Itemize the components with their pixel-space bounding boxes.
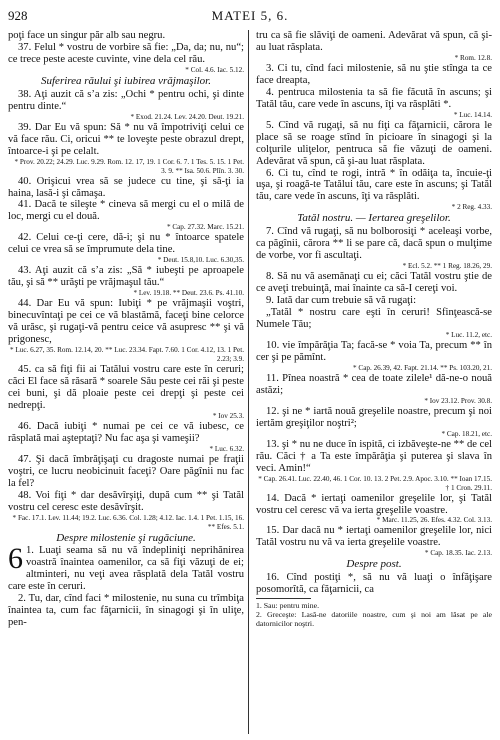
verse-text: „Tatăl * nostru care eşti în ceruri! Sfinţească-se Numele Tău; [256, 307, 492, 331]
verse-text: 41. Dacă te sileşte * cineva să mergi cu el o milă de loc, mergi cu el două. [8, 199, 244, 223]
right-column-text [256, 30, 492, 596]
verse-text: 6. Ci tu, cînd te rogi, intră * în odăiţa ta, încuie-ţi uşa, şi roagă-te Tatălui tău, care este în ascuns; şi Tatăl tău, care vede în ascuns, îţi va răsplăti. [256, 167, 492, 203]
verse-text: 12. şi ne * iartă nouă greşelile noastre, precum şi noi iertăm greşiţilor noştri²; [256, 405, 492, 429]
cross-reference: * Marc. 11.25, 26. Efes. 4.32. Col. 3.13. [376, 516, 492, 525]
verse-text: 13. şi * nu ne duce în ispită, ci izbăveşte-ne ** de cel rău. Căci † a Ta este împărăţia şi puterea şi slava în veci. Amin!“ [256, 438, 492, 474]
cross-reference: * Ecl. 5.2. ** 1 Reg. 18.26, 29. [402, 262, 492, 271]
verse-text: 3. Ci tu, cînd faci milostenie, să nu ştie stînga ta ce face dreapta, [256, 62, 492, 86]
column-divider [248, 30, 249, 734]
verse-text: 45. ca să fiţi fii ai Tatălui vostru care este în ceruri; căci El face să răsară * soarele Său peste cei răi şi peste cei buni, şi dă ploaie peste cei drepţi şi peste cei nedrepţi. [8, 364, 244, 411]
cross-reference: * Cap. 26.39, 42. Fapt. 21.14. ** Ps. 103.20, 21. [353, 363, 492, 372]
section-heading: Tatăl nostru. — Iertarea greşelilor. [297, 212, 451, 225]
chapter-start [8, 542, 244, 593]
left-column-text [8, 30, 244, 544]
cross-reference: * Cap. 26.41. Luc. 22.40, 46. 1 Cor. 10. 13. 2 Pet. 2.9. Apoc. 3.10. ** Ioan 17.15. † 1 Cron. 29.11. [258, 474, 492, 492]
footnote-separator [256, 598, 311, 599]
cross-reference: * Luc. 6.32. [209, 444, 244, 453]
cross-reference: * Cap. 18.21, etc. [441, 429, 492, 438]
right-column [256, 30, 492, 628]
cross-reference: * Cap. 27.32. Marc. 15.21. [166, 223, 244, 232]
cross-reference: * 2 Reg. 4.33. [451, 203, 492, 212]
verse-text: 43. Aţi auzit că s’a zis: „Să * iubeşti pe aproapele tău, şi să ** urăşti pe vrăjmaşul tău.“ [8, 265, 244, 289]
page-header [8, 8, 492, 24]
chapter-number: 6 [8, 542, 23, 576]
left-column-end [8, 593, 244, 629]
left-column [8, 30, 244, 629]
verse-text: 44. Dar Eu vă spun: Iubiţi * pe vrăjmaşii voştri, binecuvîntaţi pe cei ce vă blastămă, faceţi bine celorce vă urăsc, şi rugaţi-vă pentru ceice vă asupresc ** şi vă prigonesc, [8, 298, 244, 346]
footnote: 1. Sau: pentru mine. [256, 601, 320, 611]
verse-text: 9. Iată dar cum trebuie să vă rugaţi: [266, 295, 417, 307]
page-number: 928 [8, 8, 28, 23]
verse-text: 11. Pînea noastră * cea de toate zilele¹ dă-ne-o nouă astăzi; [256, 372, 492, 396]
verse-text: 38. Aţi auzit că s’a zis: „Ochi * pentru ochi, şi dinte pentru dinte.“ [8, 88, 244, 112]
cross-reference: * Prov. 20.22; 24.29. Luc. 9.29. Rom. 12. 17, 19. 1 Cor. 6. 7. 1 Tes. 5. 15. 1 Pet. 3. 9. ** Isa. 50.6. Plîn. 3. 30. [14, 157, 244, 175]
verse-text: 2. Tu, dar, cînd faci * milostenie, nu suna cu trîmbiţa înaintea ta, cum fac făţarnicii, în sinagogi şi în uliţe, pen- [8, 593, 244, 629]
verse-text: 46. Dacă iubiţi * numai pe cei ce vă iubesc, ce răsplată mai aşteptaţi? Nu fac aşa şi vameşii? [8, 420, 244, 444]
cross-reference: * Luc. 14.14. [453, 110, 492, 119]
verse-text: 14. Dacă * iertaţi oamenilor greşelile lor, şi Tatăl vostru cel ceresc vă va ierta greşelile voastre. [256, 492, 492, 516]
section-heading: Despre post. [346, 558, 402, 571]
verse-text: 48. Voi fiţi * dar desăvîrşiţi, după cum ** şi Tatăl vostru cel ceresc este desăvîrşit. [8, 489, 244, 513]
cross-reference: * Luc. 6.27, 35. Rom. 12.14, 20. ** Luc. 23.34. Fapt. 7.60. 1 Cor. 4.12, 13. 1 Pet. 2.23; 3.9. [10, 346, 244, 364]
cross-reference: * Iov 25.3. [212, 411, 244, 420]
section-heading: Despre milostenie şi rugăciune. [56, 531, 196, 544]
verse-text: 1. Luaţi seama să nu vă îndepliniţi neprihănirea voastră înaintea oamenilor, ca să fiţi văzuţi de ei; altminteri, nu veţi avea răsplată dela Tatăl vostru care este în ceruri. [8, 545, 244, 593]
cross-reference: * Exod. 21.24. Lev. 24.20. Deut. 19.21. [130, 112, 244, 121]
cross-reference: * Lev. 19.18. ** Deut. 23.6. Ps. 41.10. [133, 289, 244, 298]
cross-reference: * Col. 4.6. Iac. 5.12. [185, 65, 244, 74]
verse-text: 8. Să nu vă asemănaţi cu ei; căci Tatăl vostru ştie de ce aveţi trebuinţă, mai înainte ca să-I cereţi voi. [256, 271, 492, 295]
verse-text: 39. Dar Eu vă spun: Să * nu vă împotriviţi celui ce vă face rău. Ci, oricui ** te loveşte peste obrazul drept, întoarce-i şi pe celalt. [8, 121, 244, 157]
verse-text: 7. Cînd vă rugaţi, să nu bolborosiţi * aceleaşi vorbe, ca păgînii, cărora ** li se pare că, dacă spun o mulţime de vorbe, vor fi ascultaţi. [256, 226, 492, 262]
verse-text: 5. Cînd vă rugaţi, să nu fiţi ca făţarnicii, cărora le place să se roage stînd în picioare în sinagogi şi la colţurile uliţelor, pentruca să fie văzuţi de oameni. Adevărat vă spun, că şi-au luat răsplata. [256, 119, 492, 167]
verse-text: 15. Dar dacă nu * iertaţi oamenilor greşelile lor, nici Tatăl vostru nu vă va ierta greşelile voastre. [256, 525, 492, 549]
running-title: MATEI 5, 6. [211, 8, 289, 23]
cross-reference: * Deut. 15.8,10. Luc. 6.30,35. [157, 256, 244, 265]
cross-reference: * Rom. 12.8. [454, 53, 492, 62]
verse-text: tru ca să fie slăviţi de oameni. Adevărat vă spun, că şi-au luat răsplata. [256, 30, 492, 53]
cross-reference: * Cap. 18.35. Iac. 2.13. [424, 549, 492, 558]
verse-text: 10. vie împărăţia Ta; facă-se * voia Ta, precum ** în cer şi pe pămînt. [256, 339, 492, 363]
verse-text: 47. Şi dacă îmbrăţişaţi cu dragoste numai pe fraţii voştri, ce lucru neobicinuit faceţi? Oare păgînii nu fac la fel? [8, 453, 244, 489]
verse-text: 42. Celui ce-ţi cere, dă-i; şi nu * întoarce spatele celui ce vrea să se împrumute dela tine. [8, 232, 244, 256]
cross-reference: * Iov 23.12. Prov. 30.8. [424, 396, 492, 405]
cross-reference: * Fac. 17.1. Lev. 11.44; 19.2. Luc. 6.36. Col. 1.28; 4.12. Iac. 1.4. 1 Pet. 1.15, 16. ** Efes. 5.1. [12, 513, 244, 531]
cross-reference: * Luc. 11.2, etc. [445, 330, 492, 339]
verse-text: 4. pentruca milostenia ta să fie făcută în ascuns; şi Tatăl tău, care vede în ascuns, îţi va răsplăti *. [256, 86, 492, 110]
footnotes [256, 601, 492, 628]
verse-text: 40. Orişicui vrea să se judece cu tine, şi să-ţi ia haina, lasă-i şi cămaşa. [8, 175, 244, 199]
verse-text: 37. Felul * vostru de vorbire să fie: „Da, da; nu, nu“; ce trece peste aceste cuvinte, vine dela cel rău. [8, 41, 244, 65]
section-heading: Suferirea răului şi iubirea vrăjmaşilor. [41, 74, 211, 87]
verse-text: poţi face un singur păr alb sau negru. [8, 30, 166, 41]
footnote: 2. Greceşte: Lasă-ne datoriile noastre, cum şi noi am lăsat pe ale datornicilor noştri. [256, 610, 492, 629]
verse-text: 16. Cînd postiţi *, să nu vă luaţi o înfăţişare posomorîtă, ca făţarnicii, ca [256, 572, 492, 596]
